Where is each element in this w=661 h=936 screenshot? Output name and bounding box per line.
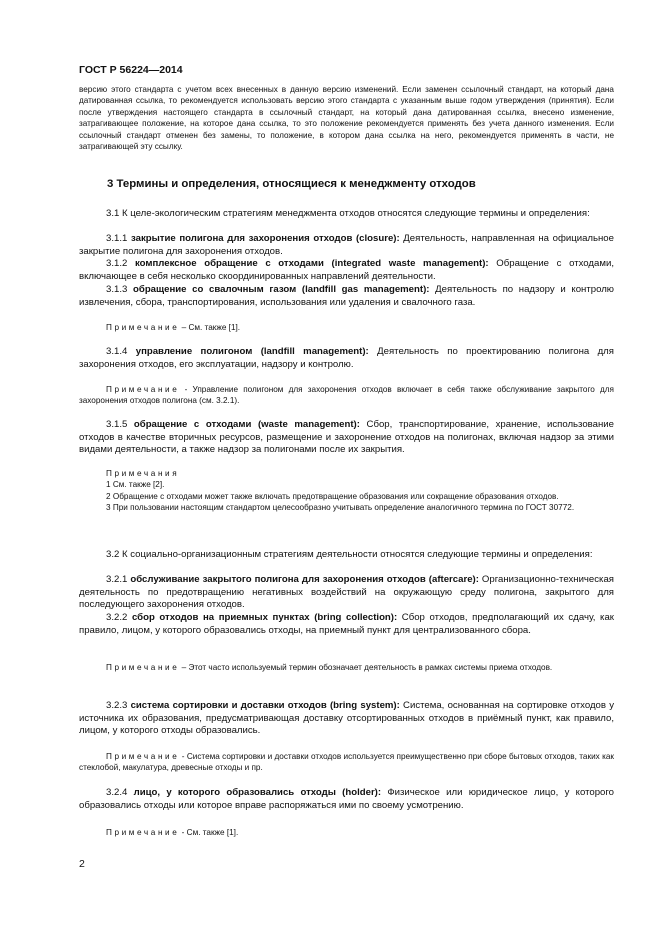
term-name: управление полигоном (landfill management): [135,346,369,357]
term-3-1-5 [79,419,614,457]
term-definition: Деятельность по проектированию полигона для захоронения отходов, его эксплуатации, надзору и контролю. [79,346,614,370]
term-definition: Обращение с отходами, включающее в себя несколько скоординированных направлений деятельности. [79,258,614,282]
note-label: Примечание [106,385,180,394]
paragraph-3-2: 3.2 К социально-организационным стратегиям деятельности относятся следующие термины и определения: [106,549,593,560]
term-name: обращение с отходами (waste management): [133,419,360,430]
paragraph-3-1: 3.1 К целе-экологическим стратегиям менеджмента отходов относятся следующие термины и определения: [106,208,590,219]
note-text: - См. также [1]. [179,828,239,837]
term-number: 3.1.4 [106,346,136,357]
term-number: 3.2.1 [106,574,131,585]
note-label: Примечание [106,663,180,672]
note-item: 3 При пользовании настоящим стандартом целесообразно учитывать определение аналогичного термина по ГОСТ 30772. [106,503,575,513]
note-label: Примечание [106,828,180,837]
page-number: 2 [79,858,85,870]
term-definition: Организационно-техническая деятельность по предотвращению негативных воздействий на окружающую среду полигона, закрытого для последующего захоронения отходов. [79,574,614,611]
note-3-1-4 [79,384,614,407]
note-3-1-3 [79,322,614,333]
note-text: – См. также [1]. [179,323,241,332]
term-name: система сортировки и доставки отходов (bring system): [130,700,400,711]
term-definition: Деятельность по надзору и контролю извлечения, сбора, транспортирования, использования или удаления и свалочного газа. [79,284,614,308]
term-3-1-3 [79,284,614,309]
note-label: Примечание [106,752,180,761]
term-3-1-1 [79,233,614,258]
note-item: 1 См. также [2]. [106,480,165,490]
note-3-2-3 [79,751,614,774]
term-number: 3.1.2 [106,258,135,269]
notes-3-1-5 [79,468,614,514]
note-text: – Этот часто используемый термин обозначает деятельность в рамках системы приема отходов. [179,663,553,672]
term-name: обслуживание закрытого полигона для захоронения отходов (aftercare): [130,574,479,585]
document-header: ГОСТ Р 56224—2014 [79,64,183,76]
term-3-2-1 [79,574,614,612]
term-number: 3.2.3 [106,700,131,711]
term-name: комплексное обращение с отходами (integrated waste management): [134,258,489,269]
section-title: 3 Термины и определения, относящиеся к менеджменту отходов [107,178,476,190]
term-number: 3.2.2 [106,612,132,623]
term-number: 3.2.4 [106,787,134,798]
term-3-1-4 [79,346,614,371]
term-definition: Система, основанная на сортировке отходов у источника их образования, предусматривающая доставку отсортированных отходов в приёмный пункт, как правило, лицом, у которого отходы образовались. [79,700,614,737]
term-3-2-4 [79,787,614,812]
term-number: 3.1.5 [106,419,134,430]
term-name: сбор отходов на приемных пунктах (bring collection): [131,612,398,623]
note-3-2-4 [79,827,614,838]
note-text: - Управление полигоном для захоронения отходов включает в себя также обслуживание закрытого для захоронения отходов полигона (см. 3.2.1). [79,385,614,406]
note-text: - Система сортировки и доставки отходов используется преимущественно при сборе бытовых отходов, таких как стеклобой, макулатура, древесные отходы и пр. [79,752,614,773]
note-label: Примечание [106,323,180,332]
term-name: обращение со свалочным газом (landfill gas management): [133,284,430,295]
term-3-2-3 [79,700,614,738]
term-definition: Сбор отходов, предполагающий их сдачу, как правило, лицом, у которого образовались отходы, на приемный пункт для централизованного сбора. [79,612,614,636]
term-name: закрытие полигона для захоронения отходов (closure): [130,233,400,244]
intro-paragraph: версию этого стандарта с учетом всех внесенных в данную версию изменений. Если заменен ссылочный стандарт, на который дана датированная ссылка, то рекомендуется использовать версию этого стандарта с указанным выше годом утверждения (принятия). Если после утверждения настоящего стандарта в ссылочный стандарт, на который дана датированная ссылка, внесено изменение, затрагивающее положение, на которое дана ссылка, то это положение рекомендуется применять без учета данного изменения. Если ссылочный стандарт отменен без замены, то положение, в котором дана ссылка на него, рекомендуется применять в части, не затрагивающей эту ссылку. [79,85,614,152]
note-item: 2 Обращение с отходами может также включать предотвращение образования или сокращение образования отходов. [106,491,559,501]
notes-label: Примечания [106,469,180,478]
term-3-1-2 [79,258,614,283]
note-3-2-2 [79,662,614,673]
term-definition: Сбор, транспортирование, хранение, использование отходов в качестве вторичных ресурсов, размещение и захоронение отходов на полигонах, включая надзор за этими видами деятельности, а также надзор за полигонами после их закрытия. [79,419,614,456]
term-number: 3.1.1 [106,233,131,244]
term-number: 3.1.3 [106,284,134,295]
term-definition: Деятельность, направленная на официальное закрытие полигона для захоронения отходов. [79,233,614,257]
term-definition: Физическое или юридическое лицо, у которого образовались отходы или которое вправе распоряжаться ими по своему усмотрению. [79,787,614,811]
term-3-2-2 [79,612,614,637]
term-name: лицо, у которого образовались отходы (holder): [133,787,382,798]
